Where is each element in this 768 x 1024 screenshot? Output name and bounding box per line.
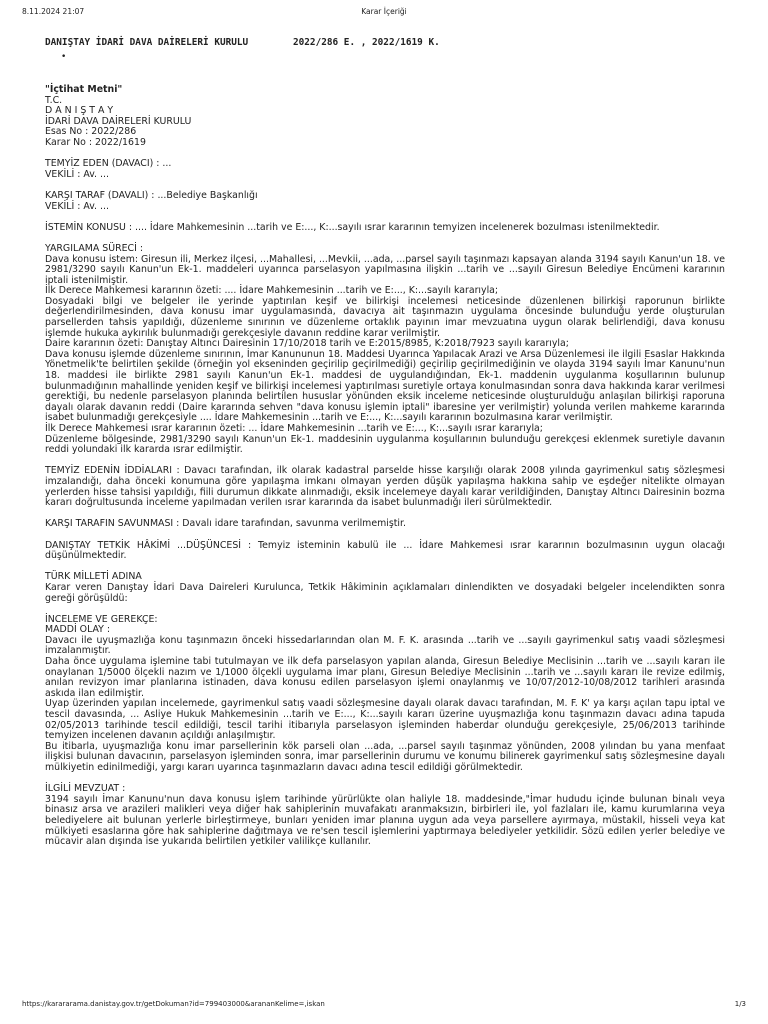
bullet-marker: • xyxy=(61,52,67,62)
maddi-olay-paragraph-3: Uyap üzerinden yapılan incelemede, gayrimenkul satış vaadi sözleşmesine dayalı olarak davacı tarafından, M. F. K' ya karşı açılan tapu iptal ve tescil davasında, ... Asliye Hukuk Mahkemesinin ...tarih ve E:..., K:...sayılı kararı üzerine uyuşmazlığa konu taşınmazın davacı adına tapuda 02/05/2013 tarihinde tescil edildiği, tescil tarihi itibarıyla parselasyon işleminden haberdar olunduğu gerekçesiyle, 25/06/2013 tarihinde temyizen incelenen davanın açıldığı anlaşılmıştır. xyxy=(45,698,725,742)
print-datetime: 8.11.2024 21:07 xyxy=(22,7,85,16)
maddi-olay-paragraph-1: Davacı ile uyuşmazlığa konu taşınmazın önceki hissedarlarından olan M. F. K. arasında ...tarih ve ...sayılı gayrimenkul satış vaadi sözleşmesi imzalanmıştır. xyxy=(45,634,725,657)
ilgili-mevzuat-paragraph-1: 3194 sayılı İmar Kanunu'nun dava konusu işlem tarihinde yürürlükte olan haliyle 18. maddesinde,"İmar hududu içinde bulunan binalı veya binasız arsa ve arazileri malikleri veya diğer hak sahiplerinin muvafakatı aranmaksızın, birbirleri ile, yol fazlaları ile, kamu kurumlarına veya belediyelere ait bulunan yerlerle birleştirmeye, bunları yeniden imar planına uygun ada veya parsellere ayırmaya, müstakil, hisseli veya kat mülkiyeti esaslarına göre hak sahiplerine dağıtmaya ve re'sen tescil işlemlerini yaptırmaya belediyeler yetkilidir. Sözü edilen yerler belediye ve mücavir alan dışında ise yukarıda belirtilen yetkiler valilikçe kullanılır. xyxy=(45,793,725,848)
print-title: Karar İçeriği xyxy=(361,7,407,16)
yargilama-paragraph-5: Dava konusu işlemde düzenleme sınırının, İmar Kanununun 18. Maddesi Uyarınca Yapılacak Arazi ve Arsa Düzenlemesi ile ilgili Esaslar Hakkında Yönetmelik'te belirtilen şekilde (örneğin yol ekseninden geçirilip geçirilmediği) geçirilip geçirilmediğinin ve olayda 3194 sayılı İmar Kanunu'nun 18. maddesi ile birlikte 2981 sayılı Kanun'un Ek-1. maddesi de uygulandığından, Ek-1. maddenin uygulanma koşullarının bulunup bulunmadığının mahallinde yeniden keşif ve bilirkişi incelemesi yaptırılması suretiyle ortaya konulmasından sonra dava hakkında karar verilmesi gerektiği, bu nedenle parselasyon planında belirtilen hususlar yönünden eksik inceleme neticesinde oluşturulduğu anlaşılan bilirkişi raporuna dayalı olarak davanın reddi (Daire kararında sehven "dava konusu işlemin iptali" ibaresine yer verilmiştir) yolunda verilen mahkeme kararında isabet bulunmadığı gerekçesiyle .... İdare Mahkemesinin ...tarih ve E:..., K:...sayılı kararının bozulmasına karar verilmiştir. xyxy=(45,348,725,424)
inceleme-gerekce-title: İNCELEME VE GEREKÇE: xyxy=(45,613,158,625)
karsi-vekili: VEKİLİ : Av. ... xyxy=(45,200,109,212)
temyiz-vekili: VEKİLİ : Av. ... xyxy=(45,168,109,180)
kurul-line: İDARİ DAVA DAİRELERİ KURULU xyxy=(45,115,192,127)
maddi-olay-paragraph-2: Daha önce uygulama işlemine tabi tutulmayan ve ilk defa parselasyon yapılan alanda, Giresun Belediye Meclisinin ...tarih ve ...sayılı kararı ile onaylanan 1/5000 ölçekli nazım ve 1/1000 ölçekli uygulama imar planı, Giresun Belediye Meclisinin ...tarih ve ...sayılı kararı ile revize edilmiş, anılan revizyon imar planlarına istinaden, dava konusu edilen parselasyon işlemi onaylanmış ve 10/07/2012-10/08/2012 tarihleri arasında askıda ilan edilmiştir. xyxy=(45,656,725,699)
document-body xyxy=(45,38,725,848)
yargilama-paragraph-4: Daire kararının özeti: Danıştay Altıncı Dairesinin 17/10/2018 tarih ve E:2015/8985, K:2018/7923 sayılı kararıyla; xyxy=(45,338,569,350)
karar-no: Karar No : 2022/1619 xyxy=(45,136,146,148)
decision-heading xyxy=(45,38,725,50)
karar-veren: Karar veren Danıştay İdari Dava Daireleri Kurulunca, Tetkik Hâkiminin açıklamaları dinlendikten ve dosyadaki belgeler incelendikten sonra gereği görüşüldü: xyxy=(45,581,725,604)
maddi-olay-paragraph-4: Bu itibarla, uyuşmazlığa konu imar parsellerinin kök parseli olan ...ada, ...parsel sayılı taşınmaz yönünden, 2008 yılından bu yana menfaat ilişkisi bulunan davacının, parselasyon işleminden sonra, imar parsellerinin durumu ve konumu bilinerek gayrimenkul satış sözleşmesine dayalı mülkiyetin edinilmediği, yargı kararı uyarınca taşınmazların davacı adına tescil edildiği görülmektedir. xyxy=(45,740,725,773)
decision-numbers: 2022/286 E. , 2022/1619 K. xyxy=(293,37,440,48)
print-header xyxy=(0,7,768,21)
ictihat-title: "İçtihat Metni" xyxy=(45,84,123,95)
court-name: DANIŞTAY İDARİ DAVA DAİRELERİ KURULU xyxy=(45,37,249,48)
yargilama-paragraph-6: İlk Derece Mahkemesi ısrar kararının özeti: ... İdare Mahkemesinin ...tarih ve E:..., K:...sayılı ısrar kararıyla; xyxy=(45,423,543,434)
karsi-savunma: KARŞI TARAFIN SAVUNMASI : Davalı idare tarafından, savunma verilmemiştir. xyxy=(45,518,406,530)
temyiz-eden: TEMYİZ EDEN (DAVACI) : ... xyxy=(45,158,172,170)
tc-line: T.C. xyxy=(45,94,63,106)
esas-no: Esas No : 2022/286 xyxy=(45,126,137,138)
turk-milleti-adina: TÜRK MİLLETİ ADINA xyxy=(45,571,142,583)
tetkik-hakimi: DANIŞTAY TETKİK HÂKİMİ ...DÜŞÜNCESİ : Temyiz isteminin kabulü ile ... İdare Mahkemesi ısrar kararının bozulmasının uygun olacağı düşünülmektedir. xyxy=(45,539,725,562)
maddi-olay-title: MADDİ OLAY : xyxy=(45,624,111,636)
print-footer xyxy=(0,1000,768,1012)
karsi-taraf: KARŞI TARAF (DAVALI) : ...Belediye Başkanlığı xyxy=(45,189,258,201)
temyiz-iddialari: TEMYİZ EDENİN İDDİALARI : Davacı tarafından, ilk olarak kadastral parselde hisse karşılığı olarak 2008 yılında gayrimenkul satış sözleşmesi imzalandığı, daha önceki konumuna göre yapılaşma imkanı olmayan yerden düşük yapılaşma hakkına sahip ve eşdeğer nitelikte olmayan yerlerden hisse tahsisi yapıldığı, fiili durumun dikkate alınmadığı, eksik incelemeye dayalı karar verildiğinden, Danıştay Altıncı Dairesinin bozma kararı doğrultusunda inceleme yapılmadan verilen ısrar kararında da isabet bulunmadığı ileri sürülmektedir. xyxy=(45,465,725,509)
yargilama-paragraph-2: İlk Derece Mahkemesi kararının özeti: .... İdare Mahkemesinin ...tarih ve E:..., K:...sayılı kararıyla; xyxy=(45,285,499,297)
danistay-line: D A N I Ş T A Y xyxy=(45,105,114,117)
yargilama-paragraph-7: Düzenleme bölgesinde, 2981/3290 sayılı Kanun'un Ek-1. maddesinin uygulanma koşullarının bulunduğu gerekçesi eklenmek suretiyle davanın reddi yolundaki ilk kararda ısrar edilmiştir. xyxy=(45,433,725,456)
source-url: https://karararama.danistay.gov.tr/getDokuman?id=799403000&arananKelime=,iskan xyxy=(22,1000,325,1008)
page-number: 1/3 xyxy=(734,1000,746,1008)
yargilama-sureci-title: YARGILAMA SÜRECİ : xyxy=(45,242,143,254)
yargilama-paragraph-1: Dava konusu istem: Giresun ili, Merkez ilçesi, ...Mahallesi, ...Mevkii, ...ada, ...parsel sayılı taşınmazı kapsayan alanda 3194 sayılı Kanun'un 18. ve 2981/3290 sayılı Kanun'un Ek-1. maddeleri uyarınca parselasyon yapılmasına ilişkin ...tarih ve ...sayılı Giresun Belediye Encümeni kararının iptali istenilmiştir. xyxy=(45,253,725,286)
yargilama-paragraph-3: Dosyadaki bilgi ve belgeler ile yerinde yaptırılan keşif ve bilirkişi incelemesi neticesinde düzenlenen bilirkişi raporunun birlikte değerlendirilmesinden, dava konusu imar uygulamasında, davacıya ait taşınmazın uygulama öncesinde bulunduğu yerde oluşturulan parsellerden tahsis yapıldığı, düzenleme sınırının ve düzenleme ortaklık payının imar mevzuatına uygun olarak belirlendiği, dava konusu işlemde hukuka aykırılık bulunmadığı gerekçesiyle davanın reddine karar verilmiştir. xyxy=(45,295,725,339)
ilgili-mevzuat-title: İLGİLİ MEVZUAT : xyxy=(45,783,126,795)
istemin-konusu: İSTEMİN KONUSU : .... İdare Mahkemesinin ...tarih ve E:..., K:...sayılı ısrar kararının temyizen incelenerek bozulması istenilmektedir. xyxy=(45,221,660,233)
